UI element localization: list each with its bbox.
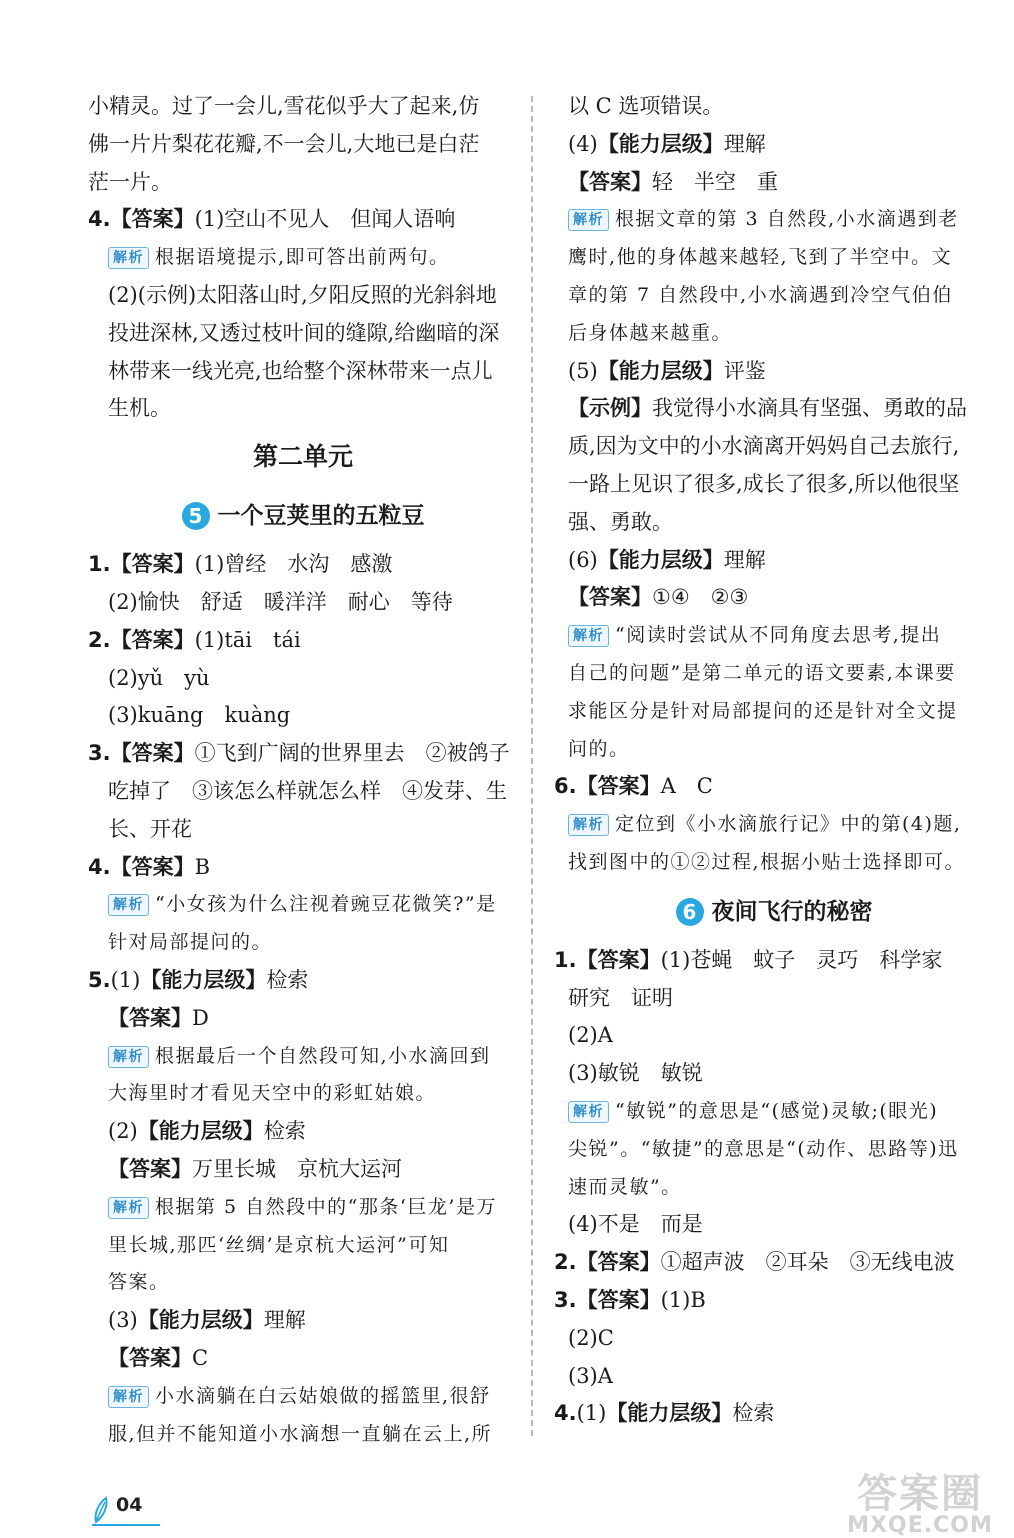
unit-title: 第二单元 bbox=[252, 442, 353, 472]
lesson-title: 夜间飞行的秘密 bbox=[711, 898, 873, 925]
explanation-text: 根据最后一个自然段可知,小水滴回到 bbox=[155, 1044, 491, 1067]
explanation-text: 针对局部提问的。 bbox=[108, 931, 273, 954]
lesson-title: 一个豆荚里的五粒豆 bbox=[217, 503, 425, 530]
sub-number: (3) bbox=[108, 1308, 138, 1333]
explanation bbox=[568, 201, 980, 239]
answer-tag: 【答案】 bbox=[576, 1250, 661, 1275]
answer-tag: 【答案】 bbox=[576, 947, 661, 972]
explanation-text: 尖锐”。“敏捷”的意思是“(动作、思路等)迅 bbox=[568, 1137, 959, 1160]
explanation-text: 自己的问题”是第二单元的语文要素,本课要 bbox=[568, 661, 956, 684]
sub-number: (2) bbox=[108, 1119, 138, 1144]
answer-text: (1)曾经 水沟 感激 bbox=[194, 552, 393, 577]
answer-line bbox=[88, 1151, 518, 1189]
answer-tag: 【答案】 bbox=[108, 1005, 192, 1030]
level-tag: 【能力层级】 bbox=[597, 131, 724, 156]
explanation bbox=[88, 886, 518, 924]
text-line: 茫一片。 bbox=[88, 169, 172, 194]
question-5-5 bbox=[568, 353, 980, 391]
explanation-label: 解析 bbox=[568, 209, 609, 231]
explanation bbox=[568, 617, 980, 655]
text-line: 小精灵。过了一会儿,雪花似乎大了起来,仿 bbox=[88, 94, 480, 118]
sub-number: (1) bbox=[110, 967, 141, 992]
explanation-label: 解析 bbox=[108, 1046, 149, 1068]
question-1 bbox=[88, 546, 518, 584]
level-text: 理解 bbox=[723, 547, 766, 572]
answer-line bbox=[88, 1000, 518, 1038]
explanation-text: 问的。 bbox=[568, 737, 630, 760]
answer-text: (1)B bbox=[660, 1287, 706, 1312]
page-number: 04 bbox=[116, 1494, 143, 1516]
explanation-label: 解析 bbox=[108, 1386, 149, 1408]
text-line: (3)A bbox=[568, 1363, 613, 1388]
text-line: 长、开花 bbox=[108, 816, 192, 841]
answer-tag: 【答案】 bbox=[576, 774, 661, 799]
level-tag: 【能力层级】 bbox=[137, 1119, 264, 1144]
lesson-heading-6 bbox=[568, 882, 980, 942]
sub-number: (6) bbox=[568, 547, 598, 572]
explanation bbox=[88, 1189, 518, 1227]
answer-text: D bbox=[192, 1005, 209, 1030]
example-text: 我觉得小水滴具有坚强、勇敢的品 bbox=[652, 396, 967, 421]
answer-tag: 【答案】 bbox=[108, 1345, 192, 1370]
answer-line bbox=[568, 579, 980, 617]
answer-text: (1)空山不见人 但闻人语响 bbox=[194, 207, 456, 232]
text-line: (2)(示例)太阳落山时,夕阳反照的光斜斜地 bbox=[108, 282, 497, 307]
explanation-text: 后身体越来越重。 bbox=[568, 321, 733, 344]
text-line: 以 C 选项错误。 bbox=[568, 94, 724, 118]
explanation-text: 根据第 5 自然段中的“那条‘巨龙’是万 bbox=[155, 1195, 497, 1218]
lesson-number-badge: 6 bbox=[676, 898, 704, 926]
question-4 bbox=[88, 201, 518, 239]
answer-tag: 【答案】 bbox=[568, 169, 652, 194]
text-line: 质,因为文中的小水滴离开妈妈自己去旅行, bbox=[568, 434, 960, 459]
explanation-text: 章的第 7 自然段中,小水滴遇到冷空气伯伯 bbox=[568, 283, 953, 306]
level-tag: 【能力层级】 bbox=[140, 967, 267, 992]
question-5-6 bbox=[568, 542, 980, 580]
explanation-text: 鹰时,他的身体越来越轻,飞到了半空中。文 bbox=[568, 246, 953, 269]
answer-text: ①超声波 ②耳朵 ③无线电波 bbox=[660, 1250, 955, 1275]
question-4b bbox=[88, 849, 518, 887]
column-divider bbox=[531, 96, 533, 1436]
question-2 bbox=[554, 1244, 980, 1282]
text-line: (2)愉快 舒适 暖洋洋 耐心 等待 bbox=[108, 589, 453, 614]
question-number: 2. bbox=[554, 1250, 577, 1275]
explanation-label: 解析 bbox=[108, 1197, 149, 1219]
answer-tag: 【答案】 bbox=[576, 1287, 661, 1312]
answer-tag: 【答案】 bbox=[110, 207, 195, 232]
question-5-4 bbox=[568, 126, 980, 164]
text-line: 生机。 bbox=[108, 396, 171, 421]
explanation-label: 解析 bbox=[108, 894, 149, 916]
left-column bbox=[88, 88, 518, 1453]
question-number: 6. bbox=[554, 774, 577, 799]
explanation-text: 根据文章的第 3 自然段,小水滴遇到老 bbox=[615, 208, 959, 231]
answer-text: 万里长城 京杭大运河 bbox=[192, 1156, 402, 1181]
level-tag: 【能力层级】 bbox=[597, 358, 724, 383]
explanation-text: 小水滴躺在白云姑娘做的摇篮里,很舒 bbox=[155, 1384, 491, 1407]
explanation-text: “敏锐”的意思是“(感觉)灵敏;(眼光) bbox=[615, 1099, 939, 1122]
explanation-text: 求能区分是针对局部提问的还是针对全文提 bbox=[568, 699, 958, 722]
text-line: 吃掉了 ③该怎么样就怎么样 ④发芽、生 bbox=[108, 778, 507, 803]
text-line: (2)C bbox=[568, 1325, 614, 1350]
answer-text: A C bbox=[660, 774, 713, 799]
text-line: (3)敏锐 敏锐 bbox=[568, 1061, 703, 1086]
text-line: (3)kuāng kuàng bbox=[108, 703, 291, 728]
question-3 bbox=[88, 735, 518, 773]
text-line: 一路上见识了很多,成长了很多,所以他很坚 bbox=[568, 471, 960, 496]
explanation-text: 找到图中的①②过程,根据小贴士选择即可。 bbox=[568, 850, 966, 873]
text-line: (2)yǔ yù bbox=[108, 665, 210, 690]
explanation-label: 解析 bbox=[568, 814, 609, 836]
answer-tag: 【答案】 bbox=[110, 627, 195, 652]
text-line: (2)A bbox=[568, 1023, 613, 1048]
answer-text: C bbox=[192, 1345, 209, 1370]
question-number: 3. bbox=[554, 1287, 577, 1312]
question-number: 4. bbox=[88, 854, 111, 879]
watermark-site: MXQE.COM bbox=[847, 1513, 993, 1538]
answer-text: ①④ ②③ bbox=[652, 585, 749, 610]
question-number: 5. bbox=[88, 967, 111, 992]
level-tag: 【能力层级】 bbox=[606, 1401, 733, 1426]
question-number: 1. bbox=[554, 947, 577, 972]
leaf-icon bbox=[92, 1496, 112, 1524]
level-tag: 【能力层级】 bbox=[597, 547, 724, 572]
question-4 bbox=[554, 1395, 980, 1433]
explanation bbox=[568, 806, 980, 844]
explanation-text: 大海里时才看见天空中的彩虹姑娘。 bbox=[108, 1082, 437, 1105]
explanation-label: 解析 bbox=[568, 625, 609, 647]
explanation-text: 答案。 bbox=[108, 1271, 170, 1294]
question-number: 4. bbox=[554, 1401, 577, 1426]
question-6 bbox=[554, 768, 980, 806]
question-number: 2. bbox=[88, 627, 111, 652]
question-number: 1. bbox=[88, 552, 111, 577]
level-text: 评鉴 bbox=[723, 358, 766, 383]
sub-number: (4) bbox=[568, 131, 598, 156]
answer-line bbox=[568, 164, 980, 202]
question-2 bbox=[88, 622, 518, 660]
question-5-1 bbox=[88, 962, 518, 1000]
level-text: 检索 bbox=[263, 1119, 306, 1144]
explanation-label: 解析 bbox=[108, 247, 149, 269]
explanation-text: 根据语境提示,即可答出前两句。 bbox=[155, 246, 450, 269]
level-tag: 【能力层级】 bbox=[137, 1308, 264, 1333]
answer-tag: 【答案】 bbox=[110, 552, 195, 577]
example-tag: 【示例】 bbox=[568, 396, 652, 421]
text-line: 林带来一线光亮,也给整个深林带来一点儿 bbox=[108, 358, 493, 383]
page-footer bbox=[92, 1494, 160, 1526]
sub-number: (1) bbox=[576, 1401, 607, 1426]
watermark-logo: 答案圈 bbox=[857, 1471, 983, 1517]
answer-tag: 【答案】 bbox=[110, 854, 195, 879]
text-line: 强、勇敢。 bbox=[568, 509, 673, 534]
level-text: 检索 bbox=[266, 967, 309, 992]
sub-number: (5) bbox=[568, 358, 598, 383]
explanation-text: “小女孩为什么注视着豌豆花微笑?”是 bbox=[155, 893, 497, 916]
explanation-text: 定位到《小水滴旅行记》中的第(4)题, bbox=[615, 813, 962, 836]
explanation-text: “阅读时尝试从不同角度去思考,提出 bbox=[615, 624, 942, 647]
question-3 bbox=[554, 1282, 980, 1320]
watermark bbox=[830, 1462, 1010, 1538]
level-text: 理解 bbox=[723, 131, 766, 156]
text-line: 研究 证明 bbox=[568, 985, 673, 1010]
answer-text: B bbox=[194, 854, 211, 879]
answer-text: 轻 半空 重 bbox=[652, 169, 778, 194]
level-text: 检索 bbox=[732, 1401, 775, 1426]
question-5-3 bbox=[88, 1302, 518, 1340]
answer-tag: 【答案】 bbox=[108, 1156, 192, 1181]
text-line: 投进深林,又透过枝叶间的缝隙,给幽暗的深 bbox=[108, 320, 500, 345]
explanation bbox=[88, 1038, 518, 1076]
lesson-number-badge: 5 bbox=[182, 502, 210, 530]
explanation-text: 里长城,那匹‘丝绸’是京杭大运河”可知 bbox=[108, 1233, 450, 1256]
text-line: (4)不是 而是 bbox=[568, 1212, 703, 1237]
example-line bbox=[568, 390, 980, 428]
answer-line bbox=[88, 1340, 518, 1378]
explanation-label: 解析 bbox=[568, 1101, 609, 1123]
right-column bbox=[554, 88, 980, 1433]
question-number: 3. bbox=[88, 741, 111, 766]
answer-text: (1)苍蝇 蚊子 灵巧 科学家 bbox=[660, 947, 943, 972]
lesson-heading-5 bbox=[88, 486, 518, 546]
answer-text: ①飞到广阔的世界里去 ②被鸽子 bbox=[194, 741, 510, 766]
explanation-text: 速而灵敏”。 bbox=[568, 1175, 682, 1198]
text-line: 佛一片片梨花花瓣,不一会儿,大地已是白茫 bbox=[88, 131, 480, 156]
explanation bbox=[88, 239, 518, 277]
explanation bbox=[568, 1093, 980, 1131]
question-1 bbox=[554, 942, 980, 980]
answer-tag: 【答案】 bbox=[568, 585, 652, 610]
question-5-2 bbox=[88, 1113, 518, 1151]
answer-tag: 【答案】 bbox=[110, 741, 195, 766]
question-number: 4. bbox=[88, 207, 111, 232]
explanation-text: 服,但并不能知道小水滴想一直躺在云上,所 bbox=[108, 1422, 493, 1445]
explanation bbox=[88, 1378, 518, 1416]
answer-text: (1)tāi tái bbox=[194, 627, 301, 652]
level-text: 理解 bbox=[263, 1308, 306, 1333]
